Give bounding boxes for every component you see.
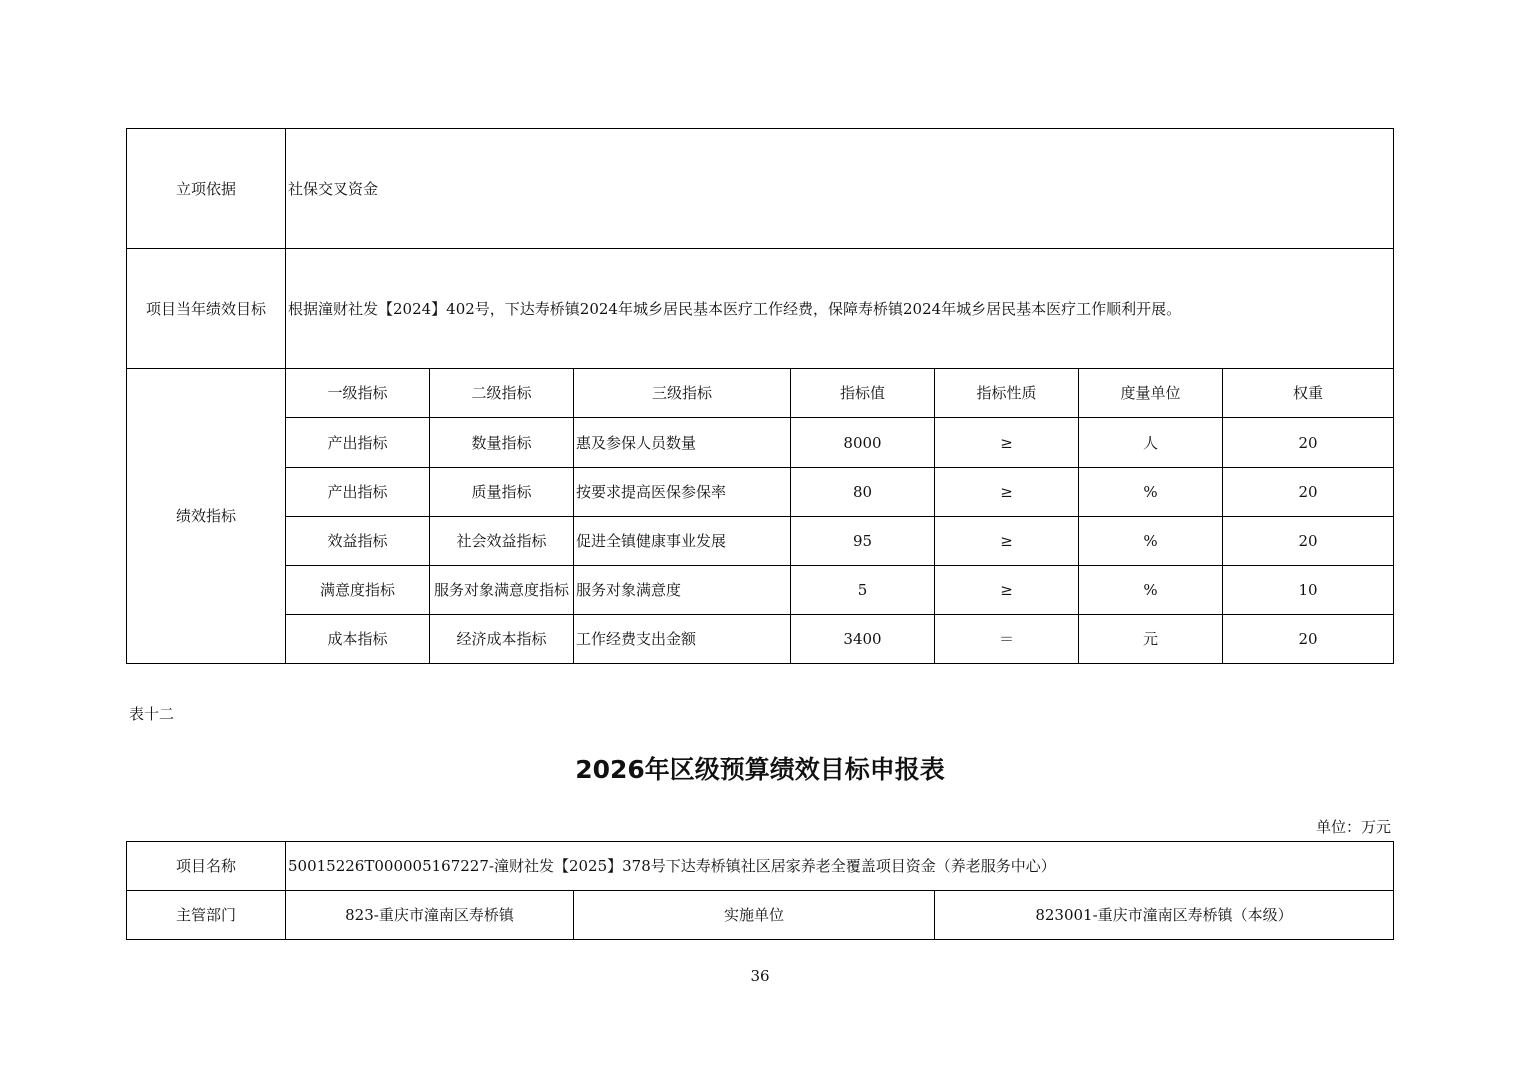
indicator-nature: ≥ bbox=[935, 418, 1079, 468]
header-nature: 指标性质 bbox=[935, 369, 1079, 418]
header-level2: 二级指标 bbox=[430, 369, 574, 418]
indicator-weight: 10 bbox=[1223, 566, 1394, 615]
goal-row bbox=[127, 249, 1394, 369]
indicator-row bbox=[127, 418, 1394, 468]
indicators-label: 绩效指标 bbox=[127, 369, 286, 664]
indicator-level1: 产出指标 bbox=[286, 418, 430, 468]
unit-label: 单位：万元 bbox=[1315, 818, 1391, 836]
indicator-nature: ＝ bbox=[935, 615, 1079, 664]
indicator-level2: 数量指标 bbox=[430, 418, 574, 468]
indicator-level2: 社会效益指标 bbox=[430, 517, 574, 566]
table-label: 表十二 bbox=[129, 705, 175, 723]
indicator-level3: 按要求提高医保参保率 bbox=[574, 468, 791, 517]
indicator-value: 5 bbox=[791, 566, 935, 615]
indicator-nature: ≥ bbox=[935, 566, 1079, 615]
basis-value: 社保交叉资金 bbox=[286, 129, 1394, 249]
indicator-nature: ≥ bbox=[935, 468, 1079, 517]
indicator-level2: 服务对象满意度指标 bbox=[430, 566, 574, 615]
dept-label: 主管部门 bbox=[127, 891, 286, 940]
indicator-unit: 元 bbox=[1079, 615, 1223, 664]
indicator-unit: % bbox=[1079, 468, 1223, 517]
header-value: 指标值 bbox=[791, 369, 935, 418]
indicator-level2: 经济成本指标 bbox=[430, 615, 574, 664]
indicator-level1: 效益指标 bbox=[286, 517, 430, 566]
indicator-value: 95 bbox=[791, 517, 935, 566]
indicator-weight: 20 bbox=[1223, 468, 1394, 517]
indicator-level3: 工作经费支出金额 bbox=[574, 615, 791, 664]
performance-indicator-table bbox=[126, 128, 1394, 664]
project-name-label: 项目名称 bbox=[127, 842, 286, 891]
indicator-row bbox=[127, 468, 1394, 517]
basis-row bbox=[127, 129, 1394, 249]
indicator-level3: 服务对象满意度 bbox=[574, 566, 791, 615]
indicator-unit: % bbox=[1079, 517, 1223, 566]
goal-label: 项目当年绩效目标 bbox=[127, 249, 286, 369]
indicator-level3: 促进全镇健康事业发展 bbox=[574, 517, 791, 566]
header-level3: 三级指标 bbox=[574, 369, 791, 418]
goal-value: 根据潼财社发【2024】402号，下达寿桥镇2024年城乡居民基本医疗工作经费，保障寿桥镇2024年城乡居民基本医疗工作顺利开展。 bbox=[286, 249, 1394, 369]
indicator-row bbox=[127, 615, 1394, 664]
indicator-value: 3400 bbox=[791, 615, 935, 664]
indicator-level1: 产出指标 bbox=[286, 468, 430, 517]
indicator-value: 8000 bbox=[791, 418, 935, 468]
department-row bbox=[127, 891, 1394, 940]
header-level1: 一级指标 bbox=[286, 369, 430, 418]
indicator-value: 80 bbox=[791, 468, 935, 517]
indicator-weight: 20 bbox=[1223, 517, 1394, 566]
impl-label: 实施单位 bbox=[574, 891, 935, 940]
project-name-row bbox=[127, 842, 1394, 891]
indicator-weight: 20 bbox=[1223, 418, 1394, 468]
project-info-table bbox=[126, 841, 1394, 940]
form-title: 2026年区级预算绩效目标申报表 bbox=[575, 755, 945, 784]
indicator-unit: 人 bbox=[1079, 418, 1223, 468]
basis-label: 立项依据 bbox=[127, 129, 286, 249]
indicator-row bbox=[127, 566, 1394, 615]
indicator-weight: 20 bbox=[1223, 615, 1394, 664]
dept-value: 823-重庆市潼南区寿桥镇 bbox=[286, 891, 574, 940]
indicator-header-row bbox=[127, 369, 1394, 418]
indicator-level3: 惠及参保人员数量 bbox=[574, 418, 791, 468]
indicator-unit: % bbox=[1079, 566, 1223, 615]
impl-value: 823001-重庆市潼南区寿桥镇（本级） bbox=[935, 891, 1394, 940]
header-unit: 度量单位 bbox=[1079, 369, 1223, 418]
indicator-level2: 质量指标 bbox=[430, 468, 574, 517]
indicator-row bbox=[127, 517, 1394, 566]
indicator-level1: 满意度指标 bbox=[286, 566, 430, 615]
page-number: 36 bbox=[750, 967, 770, 985]
indicator-nature: ≥ bbox=[935, 517, 1079, 566]
indicator-level1: 成本指标 bbox=[286, 615, 430, 664]
project-name-value: 50015226T000005167227-潼财社发【2025】378号下达寿桥镇社区居家养老全覆盖项目资金（养老服务中心） bbox=[286, 842, 1394, 891]
header-weight: 权重 bbox=[1223, 369, 1394, 418]
